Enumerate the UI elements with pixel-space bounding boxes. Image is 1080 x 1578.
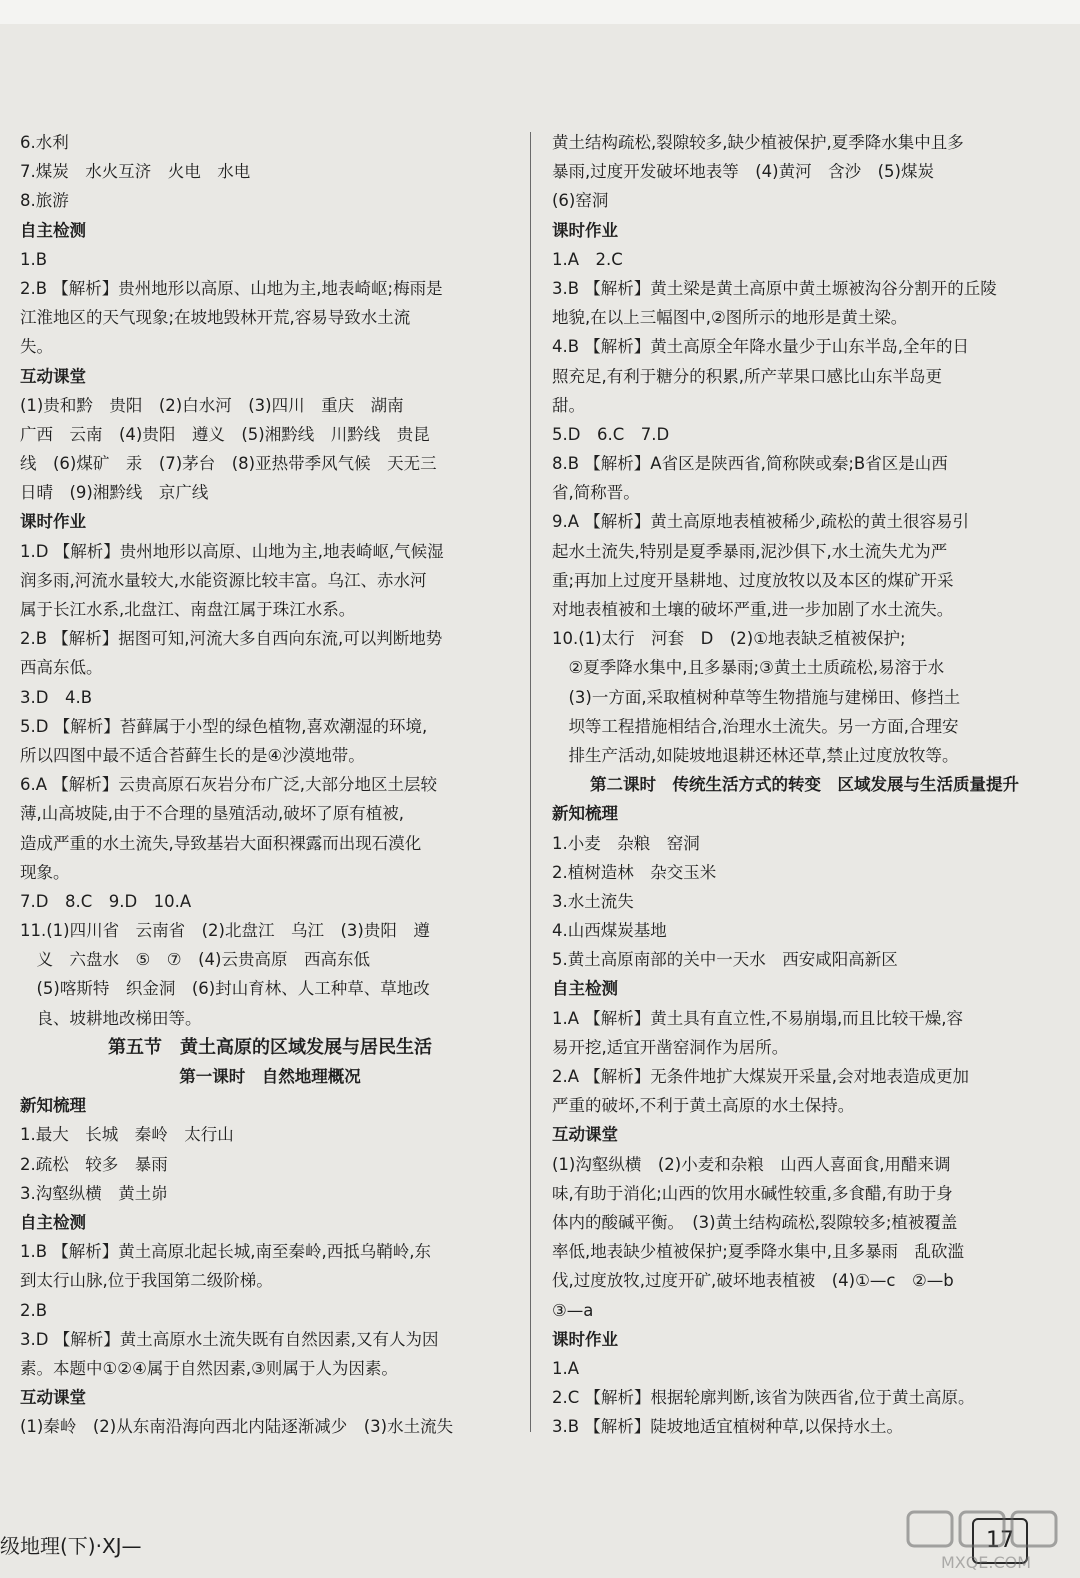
left-line: (1)贵和黔 贵阳 (2)白水河 (3)四川 重庆 湖南 <box>20 395 404 415</box>
left-line: 6.A 【解析】云贵高原石灰岩分布广泛,大部分地区土层较 <box>20 775 438 795</box>
right-line: 省,简称晋。 <box>552 483 640 503</box>
right-line: 起水土流失,特别是夏季暴雨,泥沙俱下,水土流失尤为严 <box>552 541 948 561</box>
left-line: 2.B 【解析】贵州地形以高原、山地为主,地表崎岖;梅雨是 <box>20 278 443 298</box>
left-line: 属于长江水系,北盘江、南盘江属于珠江水系。 <box>20 600 356 619</box>
left-line: 西高东低。 <box>20 658 103 678</box>
left-line: 江淮地区的天气现象;在坡地毁林开荒,容易导致水土流 <box>20 308 411 328</box>
watermark-logo <box>902 1508 1072 1574</box>
right-line: 味,有助于消化;山西的饮用水碱性较重,多食醋,有助于身 <box>552 1183 953 1203</box>
right-line: 1.小麦 杂粮 窑洞 <box>552 833 700 853</box>
right-line: 排生产活动,如陡坡地退耕还林还草,禁止过度放牧等。 <box>552 745 959 765</box>
right-line: 易开挖,适宜开凿窑洞作为居所。 <box>552 1037 789 1057</box>
left-line: 1.B <box>20 249 48 269</box>
right-head: 课时作业 <box>552 220 618 240</box>
left-line: 8.旅游 <box>20 191 69 211</box>
left-line: 素。本题中①②④属于自然因素,③则属于人为因素。 <box>20 1358 398 1378</box>
right-line: (6)窑洞 <box>552 191 609 211</box>
right-line: 4.B 【解析】黄土高原全年降水量少于山东半岛,全年的日 <box>552 337 970 357</box>
right-line: 地貌,在以上三幅图中,②图所示的地形是黄土梁。 <box>552 308 908 328</box>
footer-book-label: 级地理(下)·XJ— <box>0 1534 142 1558</box>
page-number: 17 <box>972 1518 1028 1564</box>
left-line: 1.B 【解析】黄土高原北起长城,南至秦岭,西抵乌鞘岭,东 <box>20 1242 432 1262</box>
left-line: 润多雨,河流水量较大,水能资源比较丰富。乌江、赤水河 <box>20 570 427 590</box>
right-line: (3)一方面,采取植树种草等生物措施与建梯田、修挡土 <box>552 687 961 707</box>
right-line: ③—a <box>552 1300 594 1320</box>
left-line: 7.D 8.C 9.D 10.A <box>20 891 192 911</box>
right-line: 2.A 【解析】无条件地扩大煤炭开采量,会对地表造成更加 <box>552 1067 970 1086</box>
right-head: 新知梳理 <box>552 804 618 824</box>
right-head: 互动课堂 <box>552 1125 618 1145</box>
right-line: 8.B 【解析】A省区是陕西省,简称陕或秦;B省区是山西 <box>552 454 948 474</box>
right-line: 1.A 【解析】黄土具有直立性,不易崩塌,而且比较干燥,容 <box>552 1008 964 1028</box>
right-line: (1)沟壑纵横 (2)小麦和杂粮 山西人喜面食,用醋来调 <box>552 1154 951 1174</box>
watermark-text: MXQE.COM <box>940 1553 1032 1572</box>
left-line: 2.疏松 较多 暴雨 <box>20 1154 168 1174</box>
left-subtitle: 第一课时 自然地理概况 <box>179 1067 361 1086</box>
right-line: 照充足,有利于糖分的积累,所产苹果口感比山东半岛更 <box>552 366 942 386</box>
left-line: 2.B <box>20 1300 48 1320</box>
right-line: 甜。 <box>552 395 585 415</box>
left-line: 广西 云南 (4)贵阳 遵义 (5)湘黔线 川黔线 贵昆 <box>20 424 430 444</box>
right-line: 坝等工程措施相结合,治理水土流失。另一方面,合理安 <box>552 716 959 736</box>
right-line: 率低,地表缺少植被保护;夏季降水集中,且多暴雨 乱砍滥 <box>552 1242 965 1262</box>
left-line: 3.沟壑纵横 黄土峁 <box>20 1183 168 1203</box>
left-line: 日晴 (9)湘黔线 京广线 <box>20 483 209 503</box>
right-line: 伐,过度放牧,过度开矿,破坏地表植被 (4)①—c ②—b <box>552 1271 954 1291</box>
right-line: 5.黄土高原南部的关中一天水 西安咸阳高新区 <box>552 950 898 970</box>
right-line: 2.植树造林 杂交玉米 <box>552 862 717 882</box>
right-line: ②夏季降水集中,且多暴雨;③黄土土质疏松,易溶于水 <box>552 658 945 678</box>
right-line: 9.A 【解析】黄土高原地表植被稀少,疏松的黄土很容易引 <box>552 512 970 532</box>
column-divider <box>530 132 531 1432</box>
right-line: 3.水土流失 <box>552 891 634 911</box>
left-head: 互动课堂 <box>20 366 86 386</box>
left-head: 自主检测 <box>20 220 86 240</box>
right-line: 1.A <box>552 1358 580 1378</box>
right-line: 3.B 【解析】黄土梁是黄土高原中黄土塬被沟谷分割开的丘陵 <box>552 278 997 298</box>
right-line: 重;再加上过度开垦耕地、过度放牧以及本区的煤矿开采 <box>552 570 954 590</box>
left-line: 所以四图中最不适合苔藓生长的是④沙漠地带。 <box>20 745 365 765</box>
left-line: 3.D 【解析】黄土高原水土流失既有自然因素,又有人为因 <box>20 1329 439 1349</box>
left-line: 3.D 4.B <box>20 687 93 707</box>
right-subtitle: 第二课时 传统生活方式的转变 区域发展与生活质量提升 <box>590 775 1019 795</box>
right-head: 自主检测 <box>552 979 618 999</box>
page-top-edge <box>0 0 1080 24</box>
right-line: 10.(1)太行 河套 D (2)①地表缺乏植被保护; <box>552 629 906 649</box>
left-line: 义 六盘水 ⑤ ⑦ (4)云贵高原 西高东低 <box>20 950 370 970</box>
right-line: 暴雨,过度开发破坏地表等 (4)黄河 含沙 (5)煤炭 <box>552 162 934 182</box>
right-column <box>552 128 1057 1441</box>
right-line: 对地表植被和土壤的破坏严重,进一步加剧了水土流失。 <box>552 600 954 619</box>
left-line: 11.(1)四川省 云南省 (2)北盘江 乌江 (3)贵阳 遵 <box>20 921 430 941</box>
right-head: 课时作业 <box>552 1329 618 1349</box>
left-line: 造成严重的水土流失,导致基岩大面积裸露而出现石漠化 <box>20 833 422 853</box>
right-line: 1.A 2.C <box>552 249 623 269</box>
right-line: 4.山西煤炭基地 <box>552 921 667 941</box>
left-line: 失。 <box>20 337 53 357</box>
left-head: 课时作业 <box>20 512 86 532</box>
right-line: 5.D 6.C 7.D <box>552 424 670 444</box>
right-line: 2.C 【解析】根据轮廓判断,该省为陕西省,位于黄土高原。 <box>552 1388 975 1408</box>
left-line: 到太行山脉,位于我国第二级阶梯。 <box>20 1271 273 1291</box>
left-line: 7.煤炭 水火互济 火电 水电 <box>20 162 251 182</box>
right-line: 3.B 【解析】陡坡地适宜植树种草,以保持水土。 <box>552 1417 904 1437</box>
right-line: 黄土结构疏松,裂隙较多,缺少植被保护,夏季降水集中且多 <box>552 133 964 152</box>
left-line: 1.最大 长城 秦岭 太行山 <box>20 1125 234 1145</box>
left-line: (1)秦岭 (2)从东南沿海向西北内陆逐渐减少 (3)水土流失 <box>20 1417 454 1437</box>
left-head: 新知梳理 <box>20 1096 86 1116</box>
left-head: 互动课堂 <box>20 1388 86 1408</box>
right-line: 严重的破坏,不利于黄土高原的水土保持。 <box>552 1096 855 1116</box>
left-line: 1.D 【解析】贵州地形以高原、山地为主,地表崎岖,气候湿 <box>20 541 444 561</box>
left-line: 6.水利 <box>20 133 69 152</box>
left-line: 薄,山高坡陡,由于不合理的垦殖活动,破坏了原有植被, <box>20 804 404 824</box>
left-line: 2.B 【解析】据图可知,河流大多自西向东流,可以判断地势 <box>20 629 443 649</box>
left-line: 现象。 <box>20 862 70 882</box>
left-line: (5)喀斯特 织金洞 (6)封山育林、人工种草、草地改 <box>20 979 430 999</box>
left-line: 5.D 【解析】苔藓属于小型的绿色植物,喜欢潮湿的环境, <box>20 716 428 736</box>
right-line: 体内的酸碱平衡。 (3)黄土结构疏松,裂隙较多;植被覆盖 <box>552 1212 958 1232</box>
left-title: 第五节 黄土高原的区域发展与居民生活 <box>108 1036 432 1058</box>
left-line: 线 (6)煤矿 汞 (7)茅台 (8)亚热带季风气候 天无三 <box>20 454 437 474</box>
left-line: 良、坡耕地改梯田等。 <box>20 1008 202 1028</box>
left-column <box>20 128 520 1441</box>
left-head: 自主检测 <box>20 1212 86 1232</box>
